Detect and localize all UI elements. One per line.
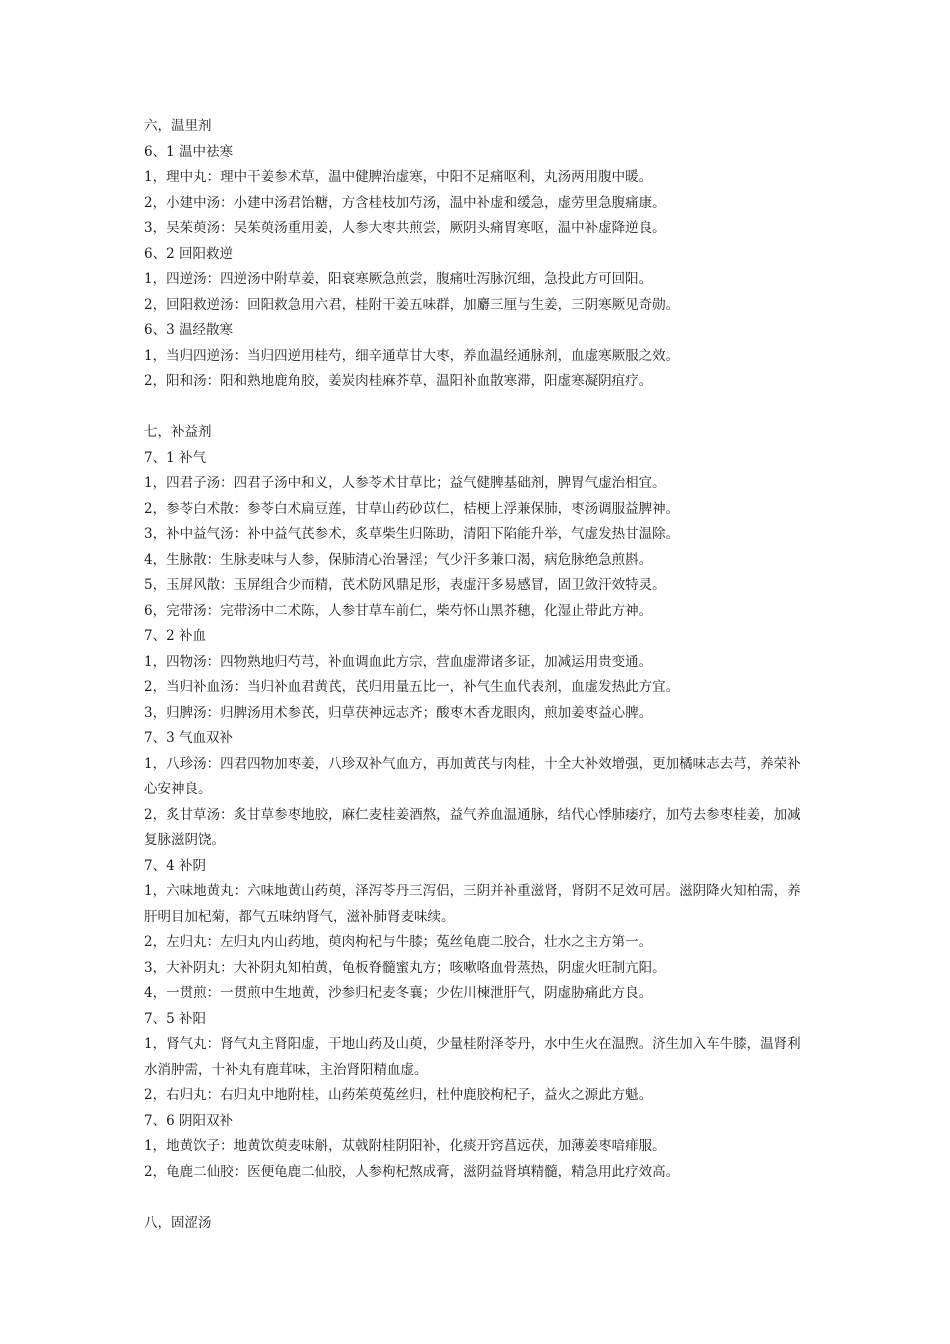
formula-line: 3，大补阴丸：大补阴丸知柏黄，龟板脊髓蜜丸方；咳嗽咯血骨蒸热，阴虚火旺制亢阳。 [144,959,666,976]
formula-line: 3，归脾汤：归脾汤用术参芪，归草茯神远志齐；酸枣木香龙眼肉，煎加姜枣益心脾。 [144,704,653,721]
formula-line: 5，玉屏风散：玉屏组合少而精，芪术防风鼎足形，表虚汗多易感冒，固卫敛汗效特灵。 [144,577,666,593]
formula-line: 2，右归丸：右归丸中地附桂，山药茱萸菟丝归，杜仲鹿胶枸杞子，益火之源此方魁。 [144,1087,653,1103]
section-heading: 七，补益剂 [144,424,212,440]
document-body [144,114,810,1236]
subsection-heading: 7、6 阴阳双补 [144,1112,233,1129]
subsection-heading: 7、2 补血 [144,628,206,644]
formula-line: 2，小建中汤：小建中汤君饴糖，方含桂枝加芍汤，温中补虚和缓急，虚劳里急腹痛康。 [144,194,666,211]
section-heading: 六，温里剂 [144,118,212,134]
subsection-heading: 6、2 回阳救逆 [144,245,233,262]
formula-paragraph: 2，炙甘草汤：炙甘草参枣地胶，麻仁麦桂姜酒熬，益气养血温通脉，结代心悸肺痿疗，加芍去参枣桂姜，加减复脉滋阴饶。 [144,806,801,848]
formula-paragraph: 1，八珍汤：四君四物加枣姜，八珍双补气血方，再加黄芪与肉桂，十全大补效增强，更加橘味志去芎，养荣补心安神良。 [144,755,801,797]
formula-line: 4，生脉散：生脉麦味与人参，保肺清心治暑淫；气少汗多兼口渴，病危脉绝急煎斟。 [144,551,653,568]
formula-line: 1，四逆汤：四逆汤中附草姜，阳衰寒厥急煎尝，腹痛吐泻脉沉细，急投此方可回阳。 [144,271,653,287]
formula-line: 2，当归补血汤：当归补血君黄芪，芪归用量五比一，补气生血代表剂，血虚发热此方宜。 [144,679,680,695]
formula-line: 4，一贯煎：一贯煎中生地黄，沙参归杞麦冬襄；少佐川楝泄肝气，阴虚胁痛此方良。 [144,985,653,1001]
subsection-heading: 7、4 补阴 [144,857,206,874]
section-heading: 八，固涩汤 [144,1214,212,1231]
formula-line: 2，阳和汤：阳和熟地鹿角胶，姜炭肉桂麻芥草，温阳补血散寒滞，阳虚寒凝阴疽疗。 [144,373,653,389]
formula-line: 3，补中益气汤：补中益气芪参术，炙草柴生归陈助，清阳下陷能升举，气虚发热甘温除。 [144,526,680,542]
formula-line: 2，左归丸：左归丸内山药地，萸肉枸杞与牛膝；菟丝龟鹿二胶合，壮水之主方第一。 [144,934,653,950]
subsection-heading: 7、3 气血双补 [144,730,233,746]
formula-line: 1，地黄饮子：地黄饮萸麦味斛，苁戟附桂阴阳补，化痰开窍菖远茯，加薄姜枣喑痱服。 [144,1138,666,1154]
subsection-heading: 7、5 补阳 [144,1010,206,1027]
formula-line: 2，回阳救逆汤：回阳救急用六君，桂附干姜五味群，加麝三厘与生姜，三阴寒厥见奇勋。 [144,296,680,313]
formula-line: 2，龟鹿二仙胶：医便龟鹿二仙胶，人参枸杞熬成膏，滋阴益肾填精髓，精急用此疗效高。 [144,1163,680,1180]
blank-line [144,395,810,421]
formula-line: 1，四君子汤：四君子汤中和义，人参苓术甘草比；益气健脾基础剂，脾胃气虚治相宜。 [144,475,666,491]
formula-line: 2，参苓白术散：参苓白术扁豆莲，甘草山药砂苡仁，桔梗上浮兼保肺，枣汤调服益脾神。 [144,500,680,517]
formula-line: 1，理中丸：理中干姜参术草，温中健脾治虚寒，中阳不足痛呕利，丸汤两用腹中暖。 [144,169,653,185]
formula-line: 3，吴茱萸汤：吴茱萸汤重用姜，人参大枣共煎尝，厥阴头痛胃寒呕，温中补虚降逆良。 [144,220,666,236]
formula-paragraph: 1，肾气丸：肾气丸主肾阳虚，干地山药及山萸，少量桂附泽苓丹，水中生火在温煦。济生加入车牛膝，温肾利水消肿需，十补丸有鹿茸味，主治肾阳精血虚。 [144,1036,801,1078]
subsection-heading: 7、1 补气 [144,449,206,466]
subsection-heading: 6、1 温中祛寒 [144,143,233,160]
formula-line: 1，四物汤：四物熟地归芍芎，补血调血此方宗，营血虚滞诸多证，加减运用贵变通。 [144,653,653,670]
blank-line [144,1185,810,1211]
formula-line: 1，当归四逆汤：当归四逆用桂芍，细辛通草甘大枣，养血温经通脉剂，血虚寒厥服之效。 [144,347,680,364]
formula-paragraph: 1，六味地黄丸：六味地黄山药萸，泽泻苓丹三泻侣，三阴并补重滋肾，肾阴不足效可居。滋阴降火知柏需，养肝明目加杞菊，都气五味纳肾气，滋补肺肾麦味续。 [144,883,801,925]
subsection-heading: 6、3 温经散寒 [144,322,233,338]
formula-line: 6，完带汤：完带汤中二术陈，人参甘草车前仁，柴芍怀山黑芥穗，化湿止带此方神。 [144,602,653,619]
